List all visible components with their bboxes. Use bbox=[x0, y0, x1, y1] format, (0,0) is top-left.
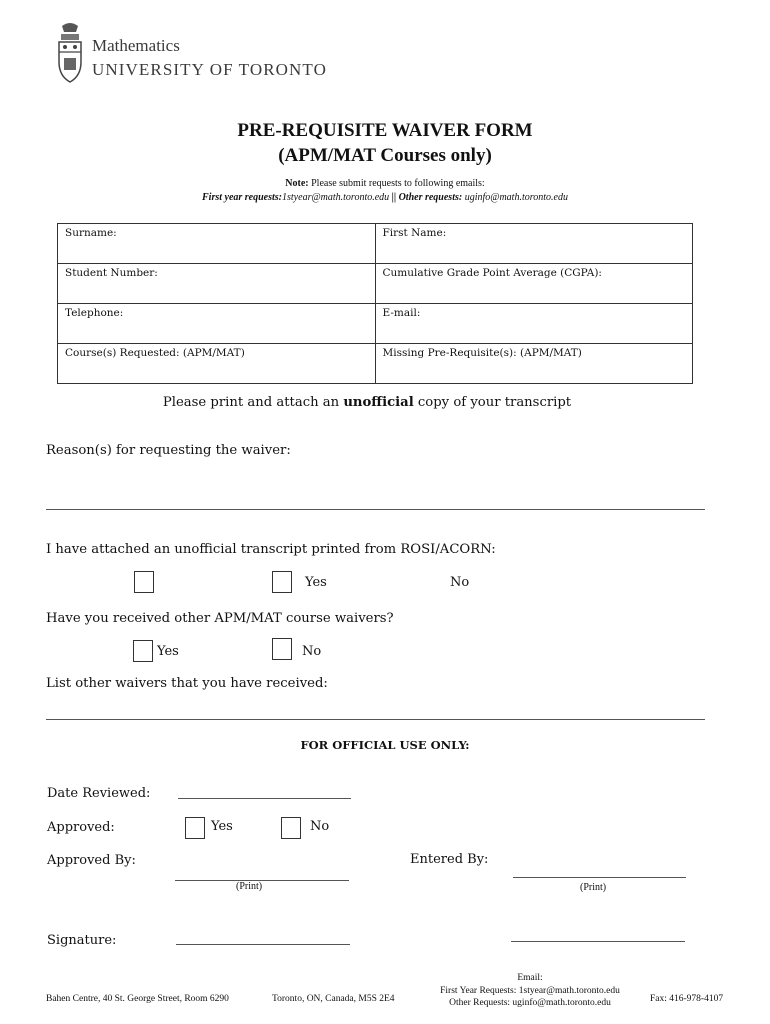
transcript-instruction-end: copy of your transcript bbox=[413, 395, 572, 410]
list-waivers-input-line[interactable] bbox=[46, 719, 705, 720]
transcript-yes-label: Yes bbox=[305, 575, 327, 590]
transcript-no-checkbox[interactable] bbox=[272, 571, 292, 593]
footer-first-year-email[interactable]: First Year Requests: 1styear@math.toronto.edu bbox=[440, 985, 620, 996]
waivers-no-checkbox[interactable] bbox=[272, 638, 292, 660]
form-title: PRE-REQUISITE WAIVER FORM bbox=[237, 120, 533, 141]
telephone-field[interactable]: Telephone: bbox=[58, 304, 376, 344]
waivers-question: Have you received other APM/MAT course waivers? bbox=[46, 611, 394, 626]
reasons-input-line[interactable] bbox=[46, 509, 705, 510]
form-subtitle: (APM/MAT Courses only) bbox=[278, 145, 492, 166]
signature-label: Signature: bbox=[47, 933, 117, 948]
transcript-instruction-bold: unofficial bbox=[343, 395, 414, 410]
footer-city: Toronto, ON, Canada, M5S 2E4 bbox=[272, 994, 395, 1004]
crest-icon bbox=[56, 22, 84, 86]
date-reviewed-label: Date Reviewed: bbox=[47, 786, 151, 801]
waivers-no-label: No bbox=[302, 644, 322, 659]
transcript-instruction-start: Please print and attach an bbox=[162, 395, 344, 410]
submission-note bbox=[0, 178, 770, 189]
student-info-table bbox=[57, 223, 693, 384]
department-name: Mathematics bbox=[92, 36, 180, 55]
note-label: Note: bbox=[285, 178, 309, 189]
other-requests-label: Other requests: bbox=[398, 192, 463, 203]
email-field[interactable]: E-mail: bbox=[375, 304, 693, 344]
missing-prereq-field[interactable]: Missing Pre-Requisite(s): (APM/MAT) bbox=[375, 344, 693, 384]
submission-emails bbox=[0, 192, 770, 203]
transcript-yes-checkbox[interactable] bbox=[134, 571, 154, 593]
footer-address: Bahen Centre, 40 St. George Street, Room 6290 bbox=[46, 994, 229, 1004]
transcript-instruction bbox=[0, 395, 734, 410]
transcript-no-label: No bbox=[450, 575, 470, 590]
first-name-field[interactable]: First Name: bbox=[375, 224, 693, 264]
footer-email-block bbox=[420, 972, 640, 1010]
university-name: UNIVERSITY OF TORONTO bbox=[92, 60, 327, 79]
approved-no-checkbox[interactable] bbox=[281, 817, 301, 839]
first-year-label: First year requests: bbox=[202, 192, 283, 203]
list-waivers-label: List other waivers that you have received: bbox=[46, 676, 328, 691]
approved-yes-checkbox[interactable] bbox=[185, 817, 205, 839]
student-number-field[interactable]: Student Number: bbox=[58, 264, 376, 304]
signature-right-line[interactable] bbox=[511, 941, 685, 942]
approved-no-label: No bbox=[310, 819, 330, 834]
entered-by-print-hint: (Print) bbox=[580, 882, 607, 893]
entered-by-label: Entered By: bbox=[410, 852, 489, 867]
approved-yes-label: Yes bbox=[211, 819, 233, 834]
note-text: Please submit requests to following emails: bbox=[308, 178, 485, 189]
approved-label: Approved: bbox=[47, 820, 115, 835]
footer-email-label: Email: bbox=[517, 973, 543, 983]
approved-by-print-hint: (Print) bbox=[236, 881, 263, 892]
university-logo bbox=[56, 22, 346, 86]
official-use-heading: FOR OFFICIAL USE ONLY: bbox=[300, 738, 470, 752]
signature-line[interactable] bbox=[176, 944, 350, 945]
date-reviewed-line[interactable] bbox=[178, 798, 351, 799]
footer-fax: Fax: 416-978-4107 bbox=[650, 994, 724, 1004]
cgpa-field[interactable]: Cumulative Grade Point Average (CGPA): bbox=[375, 264, 693, 304]
surname-field[interactable]: Surname: bbox=[58, 224, 376, 264]
entered-by-line[interactable] bbox=[513, 877, 686, 878]
waivers-yes-checkbox[interactable] bbox=[133, 640, 153, 662]
waivers-yes-label: Yes bbox=[157, 644, 179, 659]
courses-requested-field[interactable]: Course(s) Requested: (APM/MAT) bbox=[58, 344, 376, 384]
footer-other-email[interactable]: Other Requests: uginfo@math.toronto.edu bbox=[449, 998, 611, 1008]
reasons-label: Reason(s) for requesting the waiver: bbox=[46, 443, 291, 458]
other-requests-email[interactable]: uginfo@math.toronto.edu bbox=[462, 192, 568, 203]
approved-by-label: Approved By: bbox=[47, 853, 136, 868]
first-year-email[interactable]: 1styear@math.toronto.edu bbox=[282, 192, 390, 203]
email-separator: || bbox=[389, 192, 399, 203]
transcript-question: I have attached an unofficial transcript printed from ROSI/ACORN: bbox=[46, 542, 496, 557]
